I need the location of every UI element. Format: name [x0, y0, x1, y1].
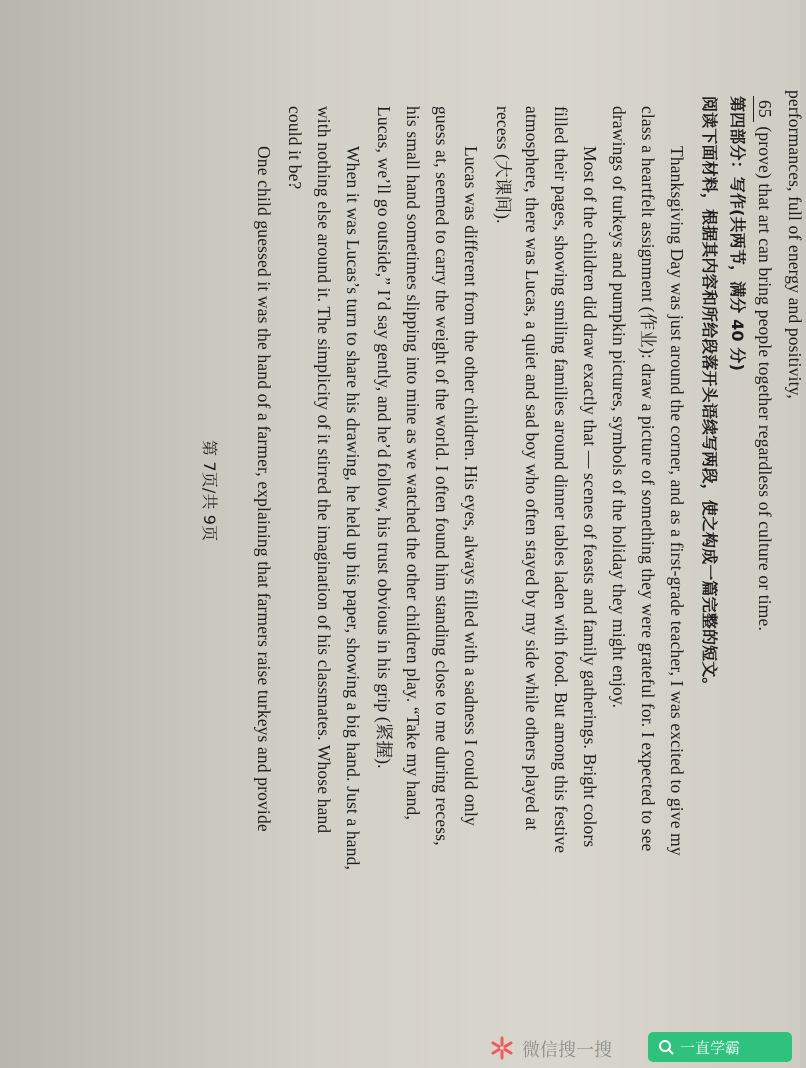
top-cut-line: performances, full of energy and positivity, [785, 90, 805, 399]
fill-in-line [753, 96, 776, 631]
paragraph-line: One child guessed it was the hand of a farmer, explaining that farmers raise turkeys and provide [254, 146, 274, 832]
search-icon [658, 1039, 674, 1055]
paragraph-line: Most of the children did draw exactly that — scenes of feasts and family gatherings. Bright colors [580, 146, 600, 848]
paragraph-line: class a heartfelt assignment (作业): draw a picture of something they were grateful for. I expected to see [638, 106, 658, 852]
watermark-bar [480, 1028, 800, 1068]
paragraph-line: with nothing else around it. The simplicity of it stirred the imagination of his classmates. Whose hand [314, 106, 334, 834]
search-account-label: 一直学霸 [680, 1039, 741, 1057]
instruction-text: 阅读下面材料，根据其内容和所给段落开头语续写两段，使之构成一篇完整的短文。 [700, 96, 719, 694]
paragraph-line: recess (大课间). [493, 106, 513, 224]
paragraph-line: could it be? [285, 106, 305, 190]
paragraph-line: When it was Lucas’s turn to share his drawing, he held up his paper, showing a big hand. Just a hand, [343, 146, 363, 871]
paragraph-line: Lucas, we’ll go outside,” I’d say gently, and he’d follow, his trust obvious in his grip (紧握). [374, 106, 394, 769]
blank-sentence: (prove) that art can bring people together regardless of culture or time. [755, 126, 775, 631]
paragraph-line: Lucas was different from the other children. His eyes, always filled with a sadness I could only [461, 146, 481, 826]
page-footer: 第 7页/共 9页 [200, 440, 219, 542]
paragraph-line: Thanksgiving Day was just around the corner, and as a first-grade teacher, I was excited to give my [667, 146, 687, 856]
blank-number: 65 [753, 96, 776, 122]
watermark-text: 微信搜一搜 [522, 1040, 612, 1061]
paragraph-line: drawings of turkeys and pumpkin pictures, symbols of the holiday they might enjoy. [609, 106, 629, 709]
section-heading: 第四部分：写作(共两节，满分 40 分) [728, 96, 747, 372]
paragraph-line: guess at, seemed to carry the weight of the world. I often found him standing close to me during recess, [432, 106, 452, 846]
paragraph-line: his small hand sometimes slipping into mine as we watched the other children play. “Take my hand, [403, 106, 423, 820]
paragraph-line: filled their pages, showing smiling families around dinner tables laden with food. But among this festive [551, 106, 571, 854]
search-account-button[interactable] [648, 1032, 792, 1062]
wechat-search-logo-icon [490, 1036, 514, 1060]
paragraph-line: atmosphere, there was Lucas, a quiet and sad boy who often stayed by my side while others played at [522, 106, 542, 831]
